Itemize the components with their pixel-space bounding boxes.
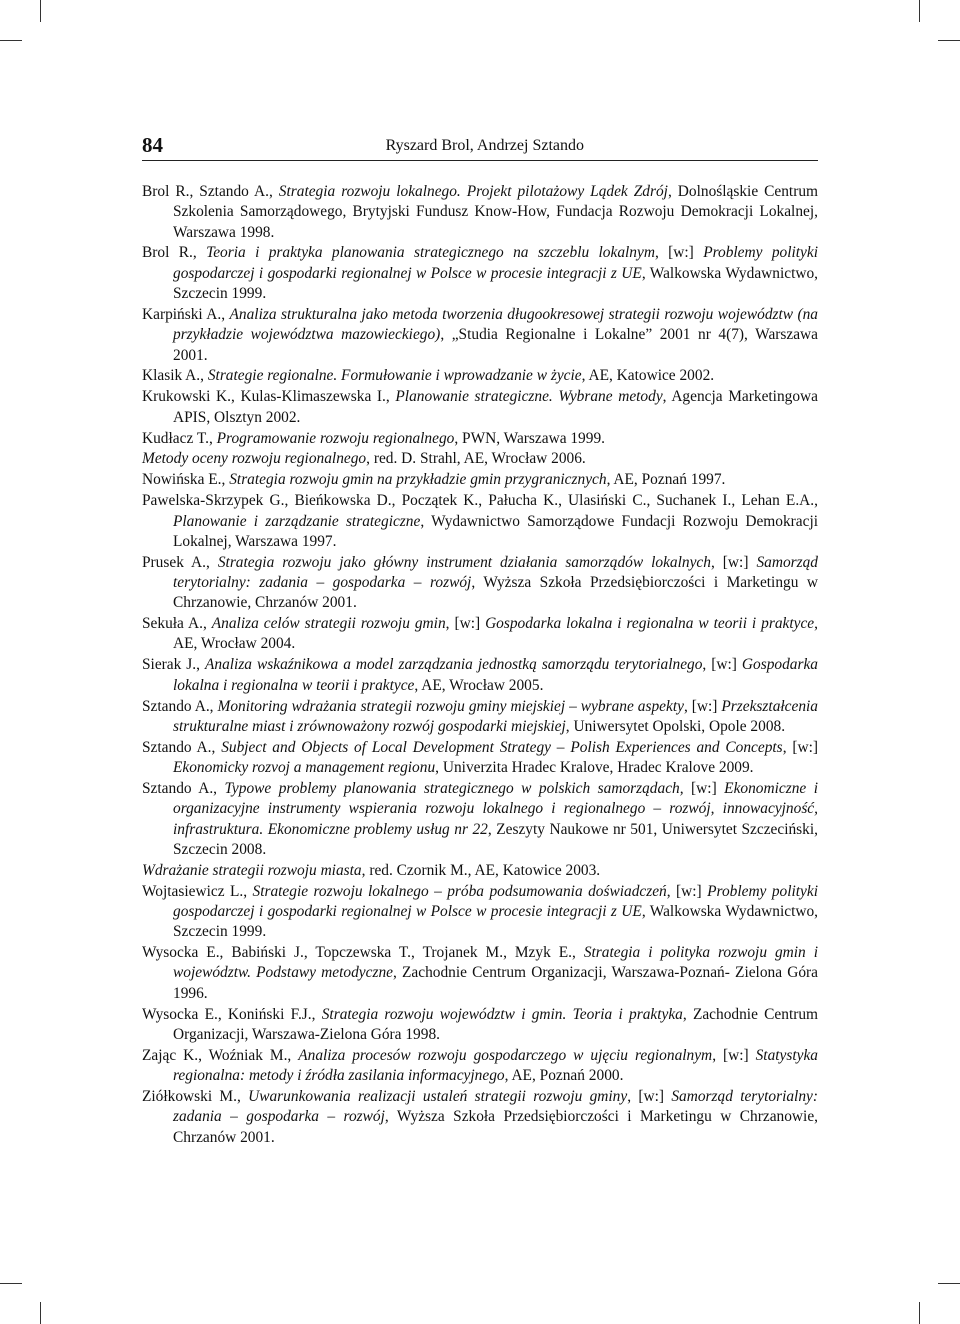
reference-entry xyxy=(142,1087,818,1148)
reference-title-italic: Statystyka regionalna: metody i źródła zasilania informacyjnego xyxy=(173,1046,818,1085)
reference-entry xyxy=(142,387,818,428)
reference-title-italic: Przekształcenia strukturalne miast i zrównoważony rozwój gospodarki miejskiej xyxy=(173,697,818,735)
reference-text: , Agencja Marketingowa APIS, Olsztyn 2002. xyxy=(173,388,818,426)
reference-title-italic: Strategia rozwoju województw i gmin. Teoria i praktyka xyxy=(321,1005,683,1023)
crop-mark xyxy=(0,40,22,41)
reference-text: Sekuła A., xyxy=(142,615,212,633)
reference-title-italic: Analiza strukturalna jako metoda tworzenia długookresowej strategii rozwoju województw (na przykładzie województwa mazowieckiego) xyxy=(173,305,818,344)
reference-text: , [w:] xyxy=(712,1046,756,1064)
reference-entry xyxy=(142,614,818,655)
reference-text: , Dolnośląskie Centrum Szkolenia Samorządowego, Brytyjski Fundusz Know-How, Fundacja Rozwoju Demokracji Lokalnej, Warszawa 1998. xyxy=(173,183,818,241)
reference-text: , PWN, Warszawa 1999. xyxy=(454,429,605,447)
reference-title-italic: Strategie regionalne. Formułowanie i wprowadzanie w życie xyxy=(207,367,582,385)
reference-text: , red. Czornik M., AE, Katowice 2003. xyxy=(361,861,601,879)
reference-title-italic: Strategia rozwoju jako główny instrument działania samorządów lokalnych xyxy=(217,553,711,571)
reference-entry xyxy=(142,1046,818,1087)
reference-title-italic: Samorząd terytorialny: zadania – gospodarka – rozwój xyxy=(173,553,819,591)
reference-title-italic: Monitoring wdrażania strategii rozwoju gminy miejskiej – wybrane aspekty xyxy=(217,697,684,715)
reference-title-italic: Gospodarka lokalna i regionalna w teorii i praktyce xyxy=(485,615,815,633)
crop-mark xyxy=(938,1283,960,1284)
reference-entry xyxy=(142,779,818,860)
reference-text: Klasik A., xyxy=(142,367,208,385)
reference-entry xyxy=(142,553,818,614)
reference-title-italic: Planowanie strategiczne. Wybrane metody xyxy=(395,388,663,406)
reference-text: , AE, Wrocław 2004. xyxy=(173,615,818,653)
reference-entry xyxy=(142,305,818,366)
crop-mark xyxy=(919,0,920,22)
bibliography-list xyxy=(142,182,818,1148)
reference-text: Zając K., Woźniak M., xyxy=(142,1046,299,1064)
reference-text: Wojtasiewicz L., xyxy=(142,882,253,900)
reference-text: Karpiński A., xyxy=(142,305,230,323)
reference-text: , [w:] xyxy=(627,1087,672,1105)
reference-entry xyxy=(142,449,818,469)
page-header xyxy=(142,132,818,161)
reference-text: Sztando A., xyxy=(142,779,225,797)
reference-text: [w:] xyxy=(683,779,725,797)
reference-text: Ziółkowski M., xyxy=(142,1087,249,1105)
reference-entry xyxy=(142,182,818,243)
reference-title-italic: Samorząd terytorialny: zadania – gospodarka – rozwój xyxy=(173,1087,818,1126)
reference-entry xyxy=(142,861,818,881)
crop-mark xyxy=(40,1302,41,1324)
reference-title-italic: Metody oceny rozwoju regionalnego xyxy=(142,450,367,468)
reference-text: , AE, Wrocław 2005. xyxy=(414,676,544,694)
reference-entry xyxy=(142,943,818,1004)
reference-title-italic: Subject and Objects of Local Development Strategy – Polish Experiences and Concepts xyxy=(221,738,783,756)
reference-entry xyxy=(142,697,818,738)
reference-text: Nowińska E., xyxy=(142,471,230,489)
reference-text: , [w:] xyxy=(702,656,742,674)
reference-text: , red. D. Strahl, AE, Wrocław 2006. xyxy=(366,450,586,468)
reference-title-italic: Problemy polityki gospodarczej i gospodarki regionalnej w Polsce w procesie integracji z UE xyxy=(173,882,818,920)
reference-title-italic: Uwarunkowania realizacji ustaleń strategii rozwoju gminy xyxy=(248,1087,628,1105)
reference-title-italic: Strategia rozwoju gmin na przykładzie gmin przygranicznych xyxy=(229,471,607,489)
running-head-authors: Ryszard Brol, Andrzej Sztando xyxy=(385,137,584,154)
reference-text: , [w:] xyxy=(666,882,708,900)
reference-entry xyxy=(142,470,818,490)
crop-mark xyxy=(40,0,41,22)
reference-text: Sztando A., xyxy=(142,738,222,756)
reference-text: , Uniwersytet Opolski, Opole 2008. xyxy=(565,717,786,735)
reference-title-italic: Programowanie rozwoju regionalnego xyxy=(216,429,455,447)
reference-title-italic: Wdrażanie strategii rozwoju miasta xyxy=(142,861,362,879)
reference-text: , Walkowska Wydawnictwo, Szczecin 1999. xyxy=(173,264,818,303)
reference-title-italic: Analiza celów strategii rozwoju gmin xyxy=(211,615,446,633)
reference-entry xyxy=(142,738,818,779)
reference-text: Kudłacz T., xyxy=(142,429,217,447)
reference-text: , [w:] xyxy=(445,615,486,633)
reference-entry xyxy=(142,882,818,943)
reference-entry xyxy=(142,491,818,552)
reference-text: , [w:] xyxy=(654,244,704,262)
reference-title-italic: Gospodarka lokalna i regionalna w teorii i praktyce xyxy=(173,656,818,694)
reference-text: Brol R., xyxy=(142,244,207,262)
reference-text: , AE, Katowice 2002. xyxy=(581,367,715,385)
reference-text: Prusek A., xyxy=(142,553,218,571)
reference-text: , AE, Poznań 1997. xyxy=(606,471,726,489)
crop-mark xyxy=(919,1302,920,1324)
reference-text: Wysocka E., Koniński F.J., xyxy=(142,1005,322,1023)
reference-text: Wysocka E., Babiński J., Topczewska T., Trojanek M., Mzyk E., xyxy=(142,944,584,962)
reference-text: , Wyższa Szkoła Przedsiębiorczości i Marketingu w Chrzanowie, Chrzanów 2001. xyxy=(173,573,818,612)
reference-title-italic: Problemy polityki gospodarczej i gospodarki regionalnej w Polsce w procesie integracji z UE xyxy=(173,244,818,282)
reference-text: , Univerzita Hradec Kralove, Hradec Kralove 2009. xyxy=(435,759,754,777)
reference-title-italic: Ekonomicky rozvoj a management regionu xyxy=(173,759,436,777)
reference-text: Sierak J., xyxy=(142,656,205,674)
reference-title-italic: Teoria i praktyka planowania strategicznego na szczeblu lokalnym xyxy=(206,244,655,262)
reference-text: , Zachodnie Centrum Organizacji, Warszawa-Poznań- Zielona Góra 1996. xyxy=(173,964,819,1002)
reference-title-italic: Ekonomiczne i organizacyjne instrumenty wspierania rozwoju lokalnego i regionalnego – rozwój, innowacyjność, infrastruktura. Ekonomiczne problemy usług nr 22 xyxy=(173,779,818,838)
reference-text: Pawelska-Skrzypek G., Bieńkowska D., Początek K., Pałucha K., Ulasiński C., Suchanek I., Lehan E.A., xyxy=(142,492,818,510)
reference-text: , [w:] xyxy=(710,553,757,571)
reference-title-italic: Planowanie i zarządzanie strategiczne xyxy=(173,512,421,530)
reference-text: , Walkowska Wydawnictwo, Szczecin 1999. xyxy=(173,902,818,941)
reference-entry xyxy=(142,243,818,304)
reference-text: , Zeszyty Naukowe nr 501, Uniwersytet Szczeciński, Szczecin 2008. xyxy=(173,820,818,858)
reference-text: , Wydawnictwo Samorządowe Fundacji Rozwoju Demokracji Lokalnej, Warszawa 1997. xyxy=(173,512,818,550)
page-number: 84 xyxy=(142,133,163,157)
reference-text: Krukowski K., Kulas-Klimaszewska I., xyxy=(142,388,396,406)
crop-mark xyxy=(0,1283,22,1284)
reference-title-italic: Strategie rozwoju lokalnego – próba podsumowania doświadczeń xyxy=(252,882,667,900)
reference-text: , „Studia Regionalne i Lokalne” 2001 nr 4(7), Warszawa 2001. xyxy=(173,326,819,364)
reference-text: , AE, Poznań 2000. xyxy=(504,1067,624,1085)
reference-entry xyxy=(142,429,818,449)
reference-title-italic: Analiza procesów rozwoju gospodarczego w ujęciu regionalnym xyxy=(298,1046,713,1064)
reference-text: , [w:] xyxy=(782,738,818,756)
crop-mark xyxy=(938,40,960,41)
reference-entry xyxy=(142,1005,818,1046)
reference-entry xyxy=(142,655,818,696)
reference-title-italic: Strategia rozwoju lokalnego. Projekt pilotażowy Lądek Zdrój xyxy=(278,183,668,200)
reference-entry xyxy=(142,366,818,386)
reference-title-italic: Strategia i polityka rozwoju gmin i województw. Podstawy metodyczne xyxy=(173,944,818,982)
reference-text: Sztando A., xyxy=(142,697,218,715)
reference-text: , [w:] xyxy=(683,697,722,715)
reference-title-italic: Typowe problemy planowania strategicznego w polskich samorządach, xyxy=(224,779,684,797)
reference-text: , Wyższa Szkoła Przedsiębiorczości i Marketingu w Chrzanowie, Chrzanów 2001. xyxy=(173,1108,818,1146)
reference-text: , Zachodnie Centrum Organizacji, Warszawa-Zielona Góra 1998. xyxy=(173,1005,819,1043)
reference-text: Brol R., Sztando A., xyxy=(142,183,279,200)
reference-title-italic: Analiza wskaźnikowa a model zarządzania jednostką samorządu terytorialnego xyxy=(204,656,703,674)
